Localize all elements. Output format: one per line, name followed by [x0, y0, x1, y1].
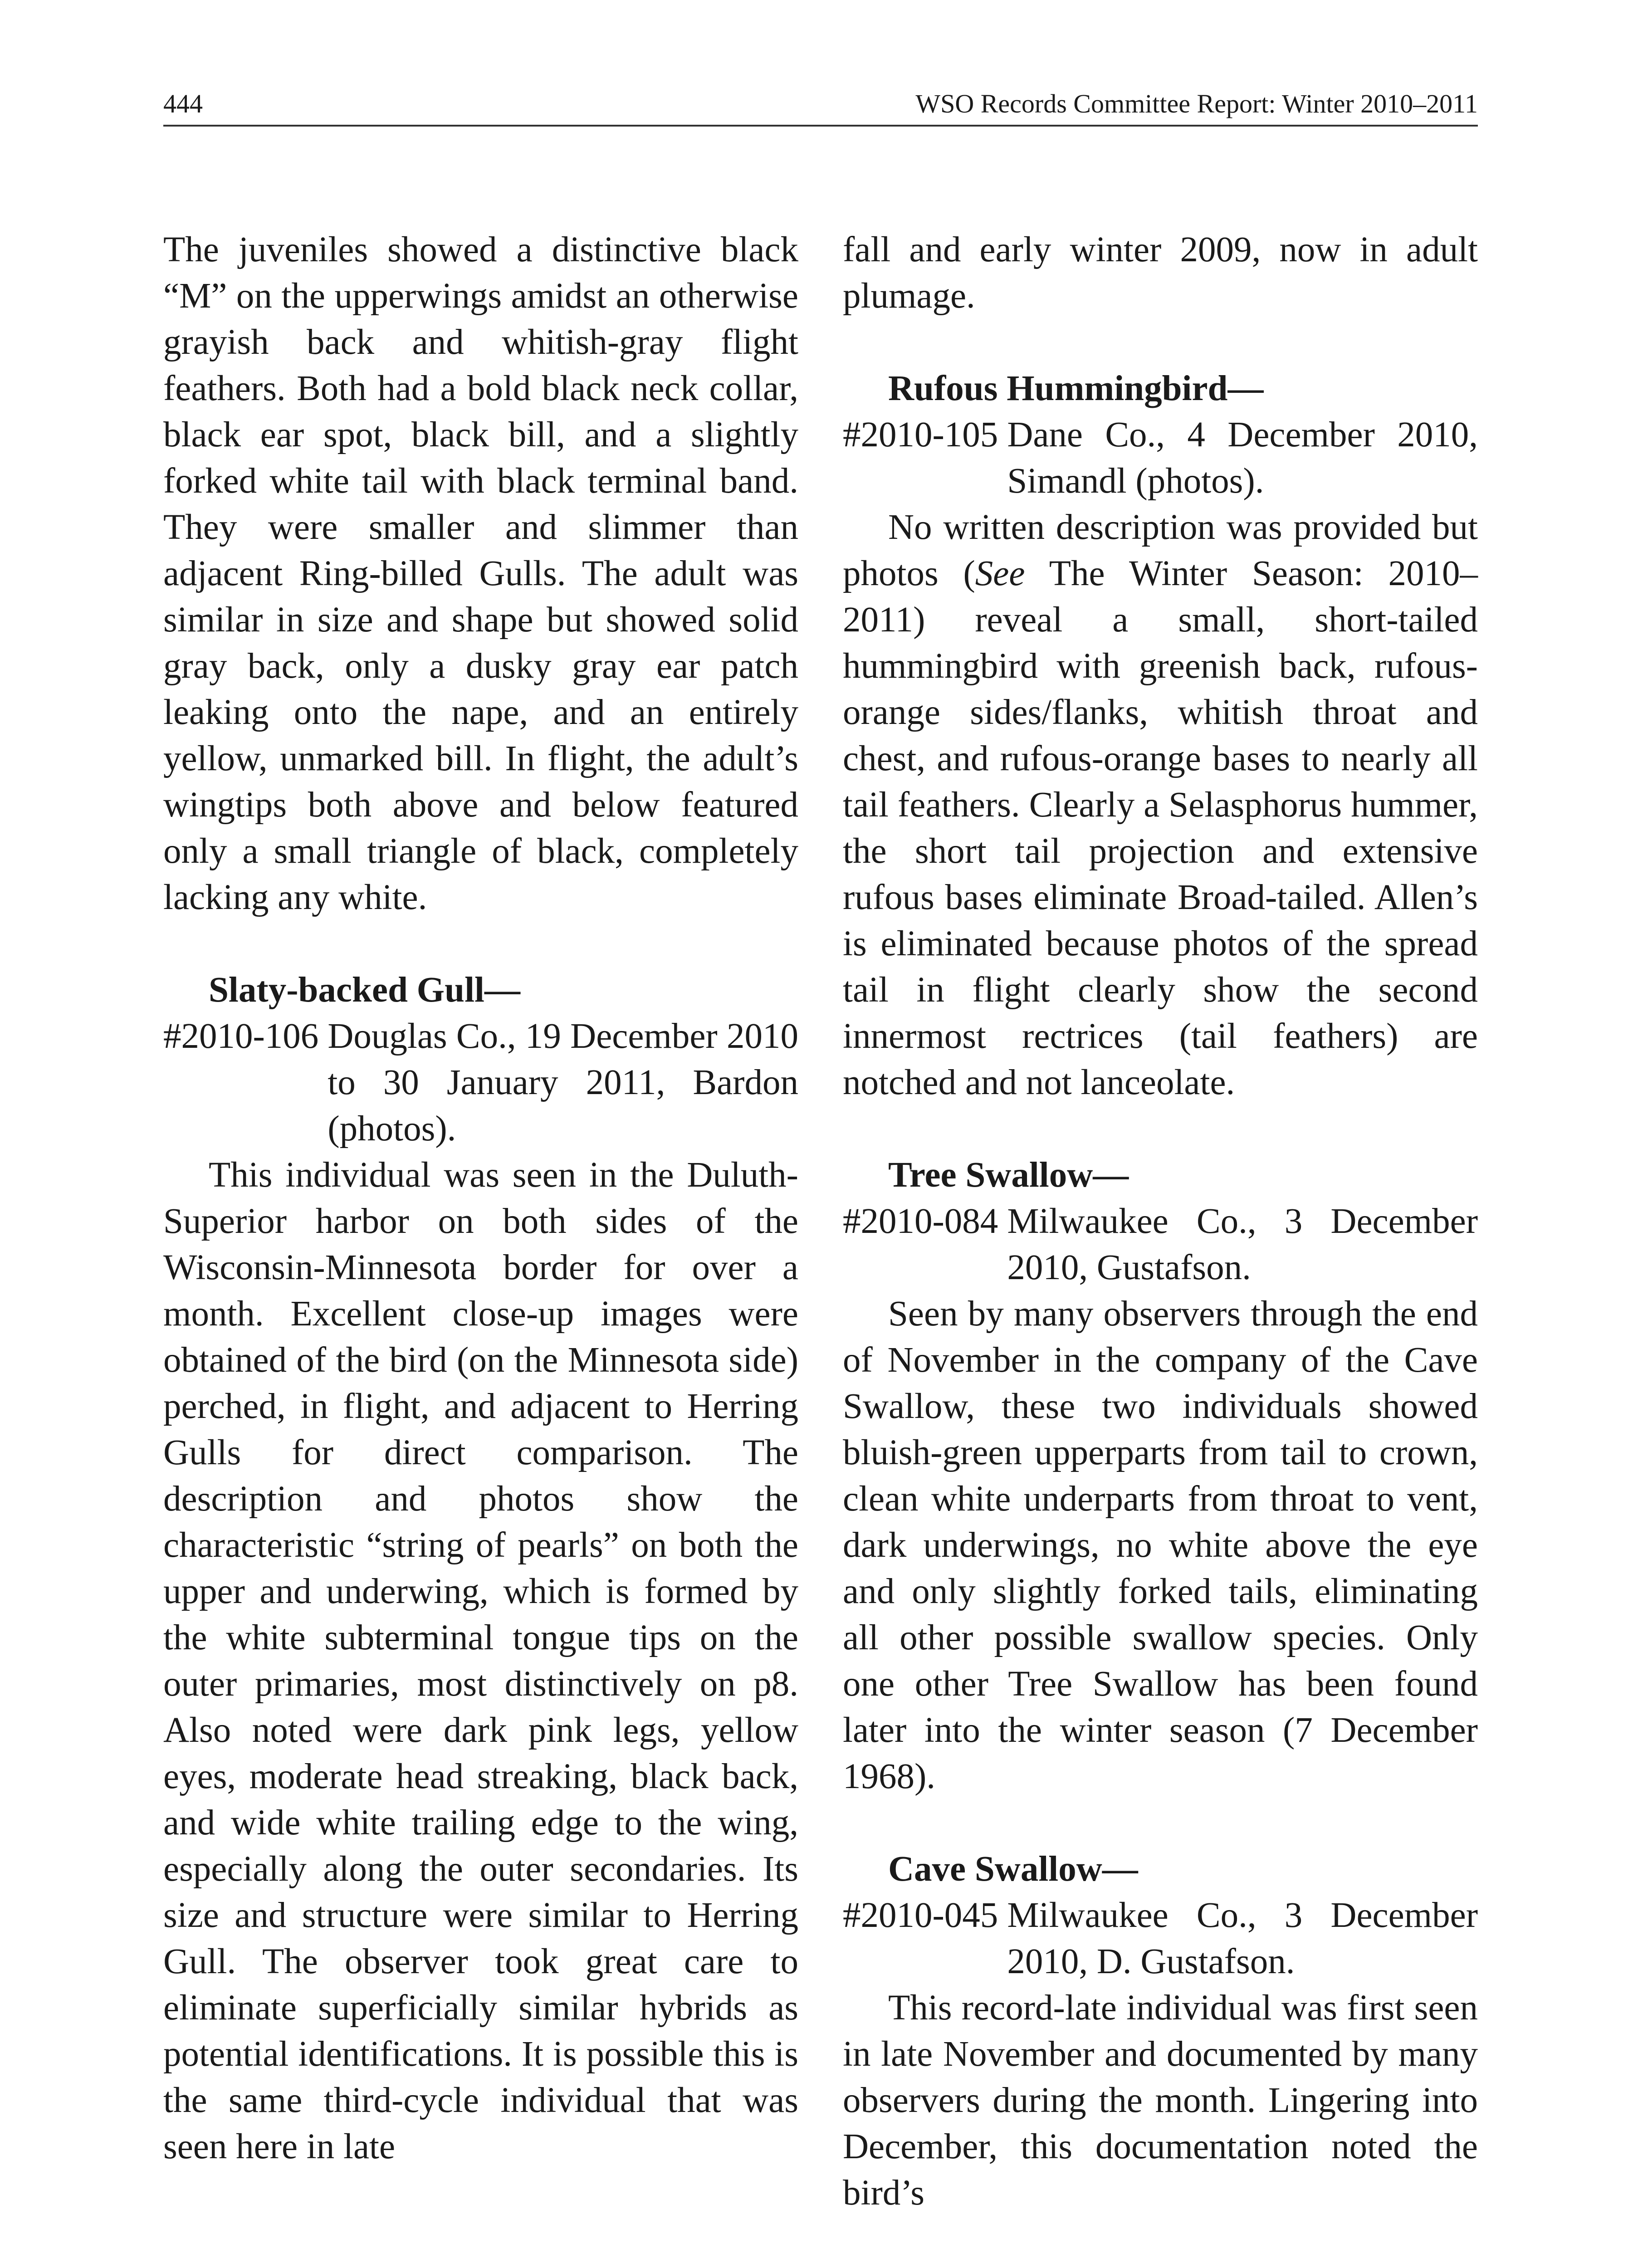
description-text: No written description was provided but photos ( [843, 508, 1478, 593]
right-column [843, 227, 1478, 2216]
record-entry [843, 1198, 1478, 1291]
species-heading-cave-swallow: Cave Swallow— [888, 1849, 1138, 1889]
species-description: Seen by many observers through the end of November in the company of the Cave Swallow, these two individuals showed bluish-green upperparts from tail to crown, clean white underparts from throat to vent, dark underwings, no white above the eye and only slightly forked tails, eliminating all other possible swallow species. Only one other Tree Swallow has been found later into the winter season (7 December 1968). [843, 1294, 1478, 1796]
species-heading-slaty-backed-gull: Slaty-backed Gull— [209, 970, 520, 1010]
page-number: 444 [163, 89, 203, 118]
record-detail: Milwaukee Co., 3 December 2010, D. Gustafson. [1007, 1896, 1478, 1981]
description-text: The Winter Season: 2010–2011) reveal a small, short-tailed hummingbird with greenish back, rufous-orange sides/flanks, whitish throat and chest, and rufous-orange bases to nearly all tail feathers. Clearly a Selasphorus hummer, the short tail projection and extensive rufous bases eliminate Broad-tailed. Allen’s is eliminated because photos of the spread tail in flight clearly show the second innermost rectrices (tail feathers) are notched and not lanceolate. [843, 554, 1478, 1102]
section-spacer [843, 1106, 1478, 1152]
continued-paragraph: The juveniles showed a distinctive black “M” on the upperwings amidst an otherwise grayish back and whitish-gray flight feathers. Both had a bold black neck collar, black ear spot, black bill, and a slightly forked white tail with black terminal band. They were smaller and slimmer than adjacent Ring-billed Gulls. The adult was similar in size and shape but showed solid gray back, only a dusky gray ear patch leaking onto the nape, and an entirely yellow, unmarked bill. In flight, the adult’s wingtips both above and below featured only a small triangle of black, completely lacking any white. [163, 230, 798, 917]
species-heading-tree-swallow: Tree Swallow— [888, 1155, 1129, 1195]
record-id: #2010-084 [843, 1202, 998, 1241]
running-title: WSO Records Committee Report: Winter 2010–2011 [915, 89, 1478, 118]
record-entry [843, 412, 1478, 504]
species-heading-rufous-hummingbird: Rufous Hummingbird— [888, 369, 1264, 408]
species-description: This record-late individual was first seen in late November and documented by many observers during the month. Lingering into December, this documentation noted the bird’s [843, 1988, 1478, 2213]
continued-paragraph: fall and early winter 2009, now in adult plumage. [843, 230, 1478, 316]
section-spacer [843, 1800, 1478, 1846]
running-header [163, 88, 1478, 127]
section-spacer [843, 319, 1478, 366]
record-entry [843, 1892, 1478, 1985]
description-italic-text: See [975, 554, 1025, 593]
record-detail: Milwaukee Co., 3 December 2010, Gustafson. [1007, 1202, 1478, 1287]
section-spacer [163, 921, 798, 967]
record-id: #2010-105 [843, 415, 998, 455]
record-id: #2010-106 [163, 1017, 319, 1056]
record-detail: Dane Co., 4 December 2010, Simandl (photos). [1007, 415, 1478, 501]
species-description [843, 504, 1478, 1106]
record-detail: Douglas Co., 19 December 2010 to 30 January 2011, Bardon (photos). [328, 1017, 798, 1149]
left-column [163, 227, 798, 2170]
record-entry [163, 1013, 798, 1152]
record-id: #2010-045 [843, 1896, 998, 1935]
species-description: This individual was seen in the Duluth-Superior harbor on both sides of the Wisconsin-Minnesota border for over a month. Excellent close-up images were obtained of the bird (on the Minnesota side) perched, in flight, and adjacent to Herring Gulls for direct comparison. The description and photos show the characteristic “string of pearls” on both the upper and underwing, which is formed by the white subterminal tongue tips on the outer primaries, most distinctively on p8. Also noted were dark pink legs, yellow eyes, moderate head streaking, black back, and wide white trailing edge to the wing, especially along the outer secondaries. Its size and structure were similar to Herring Gull. The observer took great care to eliminate superficially similar hybrids as potential identifications. It is possible this is the same third-cycle individual that was seen here in late [163, 1155, 798, 2166]
